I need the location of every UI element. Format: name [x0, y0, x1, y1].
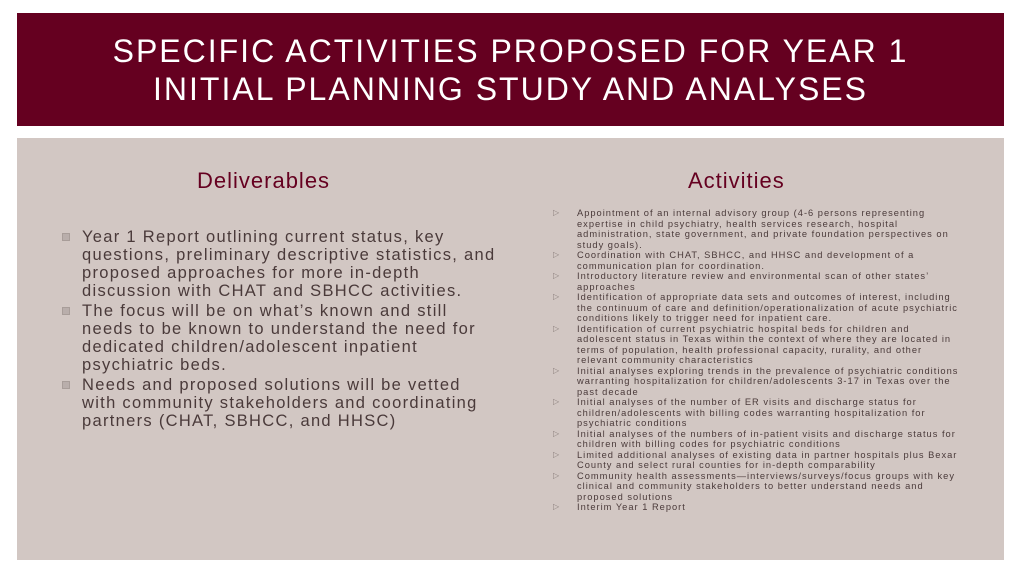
arrow-bullet-icon: ▷ — [553, 449, 561, 459]
square-bullet-icon — [62, 307, 70, 315]
activity-text: Appointment of an internal advisory group (4-6 persons representing expertise in child psychiatry, health services research, hospital administration, state government, and private foundation perspectives on study goals). — [577, 208, 949, 250]
activity-item — [551, 208, 961, 250]
activity-item — [551, 502, 961, 513]
activity-text: Introductory literature review and environmental scan of other states’ approaches — [577, 271, 929, 292]
activities-heading: Activities — [688, 168, 785, 193]
activity-text: Limited additional analyses of existing data in partner hospitals plus Bexar County and select rural counties for in-depth comparability — [577, 449, 958, 470]
arrow-bullet-icon: ▷ — [553, 470, 561, 480]
arrow-bullet-icon: ▷ — [553, 292, 561, 301]
activity-item — [551, 324, 961, 366]
arrow-bullet-icon: ▷ — [553, 323, 561, 333]
activity-text: Community health assessments—interviews/surveys/focus groups with key clinical and community stakeholders to better understand needs and proposed solutions — [577, 470, 955, 502]
activity-item — [551, 271, 961, 292]
deliverable-text: Needs and proposed solutions will be vetted with community stakeholders and coordinating partners (CHAT, SBHCC, and HHSC) — [82, 376, 478, 430]
activity-text: Interim Year 1 Report — [577, 502, 686, 512]
activity-text: Initial analyses of the numbers of in-patient visits and discharge status for children with billing codes for psychiatric conditions — [577, 428, 956, 449]
arrow-bullet-icon: ▷ — [553, 365, 561, 375]
deliverables-list — [60, 228, 500, 432]
activity-text: Initial analyses exploring trends in the prevalence of psychiatric conditions warranting hospitalization for children/adolescents 3-17 in Texas over the past decade — [577, 365, 959, 397]
deliverable-item — [60, 376, 500, 430]
deliverable-item — [60, 228, 500, 300]
arrow-bullet-icon: ▷ — [553, 397, 561, 406]
activity-item — [551, 450, 961, 471]
activity-item — [551, 366, 961, 398]
activity-text: Identification of appropriate data sets and outcomes of interest, including the continuum of care and definition/operationalization of acute psychiatric conditions likely to trigger need for inpatient care. — [577, 292, 958, 323]
activities-list — [551, 208, 961, 513]
square-bullet-icon — [62, 381, 70, 389]
title-bar — [17, 13, 1004, 126]
deliverable-item — [60, 302, 500, 374]
activity-item — [551, 292, 961, 324]
activity-item — [551, 397, 961, 429]
arrow-bullet-icon: ▷ — [553, 428, 561, 438]
deliverable-text: Year 1 Report outlining current status, key questions, preliminary descriptive statistics, and proposed approaches for more in-depth discussion with CHAT and SBHCC activities. — [82, 228, 496, 300]
deliverables-heading: Deliverables — [197, 168, 331, 193]
content-panel — [17, 138, 1004, 560]
activity-text: Coordination with CHAT, SBHCC, and HHSC and development of a communication plan for coordination. — [577, 250, 915, 271]
activity-item — [551, 429, 961, 450]
arrow-bullet-icon: ▷ — [553, 208, 561, 217]
activity-text: Identification of current psychiatric hospital beds for children and adolescent status in Texas within the context of where they are located in terms of population, health professional capacity, rurality, and other relevant community characteristics — [577, 323, 952, 365]
slide-title-line-2: INITIAL PLANNING STUDY AND ANALYSES — [153, 70, 868, 107]
arrow-bullet-icon: ▷ — [553, 502, 561, 511]
activity-item — [551, 250, 961, 271]
square-bullet-icon — [62, 233, 70, 241]
arrow-bullet-icon: ▷ — [553, 250, 561, 259]
slide-title-line-1: SPECIFIC ACTIVITIES PROPOSED FOR YEAR 1 — [112, 32, 909, 69]
deliverable-text: The focus will be on what’s known and still needs to be known to understand the need for dedicated children/adolescent inpatient psychiatric beds. — [82, 302, 476, 374]
arrow-bullet-icon: ▷ — [553, 271, 561, 280]
activity-text: Initial analyses of the number of ER visits and discharge status for children/adolescents with billing codes warranting hospitalization for psychiatric conditions — [577, 397, 926, 428]
activity-item — [551, 471, 961, 503]
